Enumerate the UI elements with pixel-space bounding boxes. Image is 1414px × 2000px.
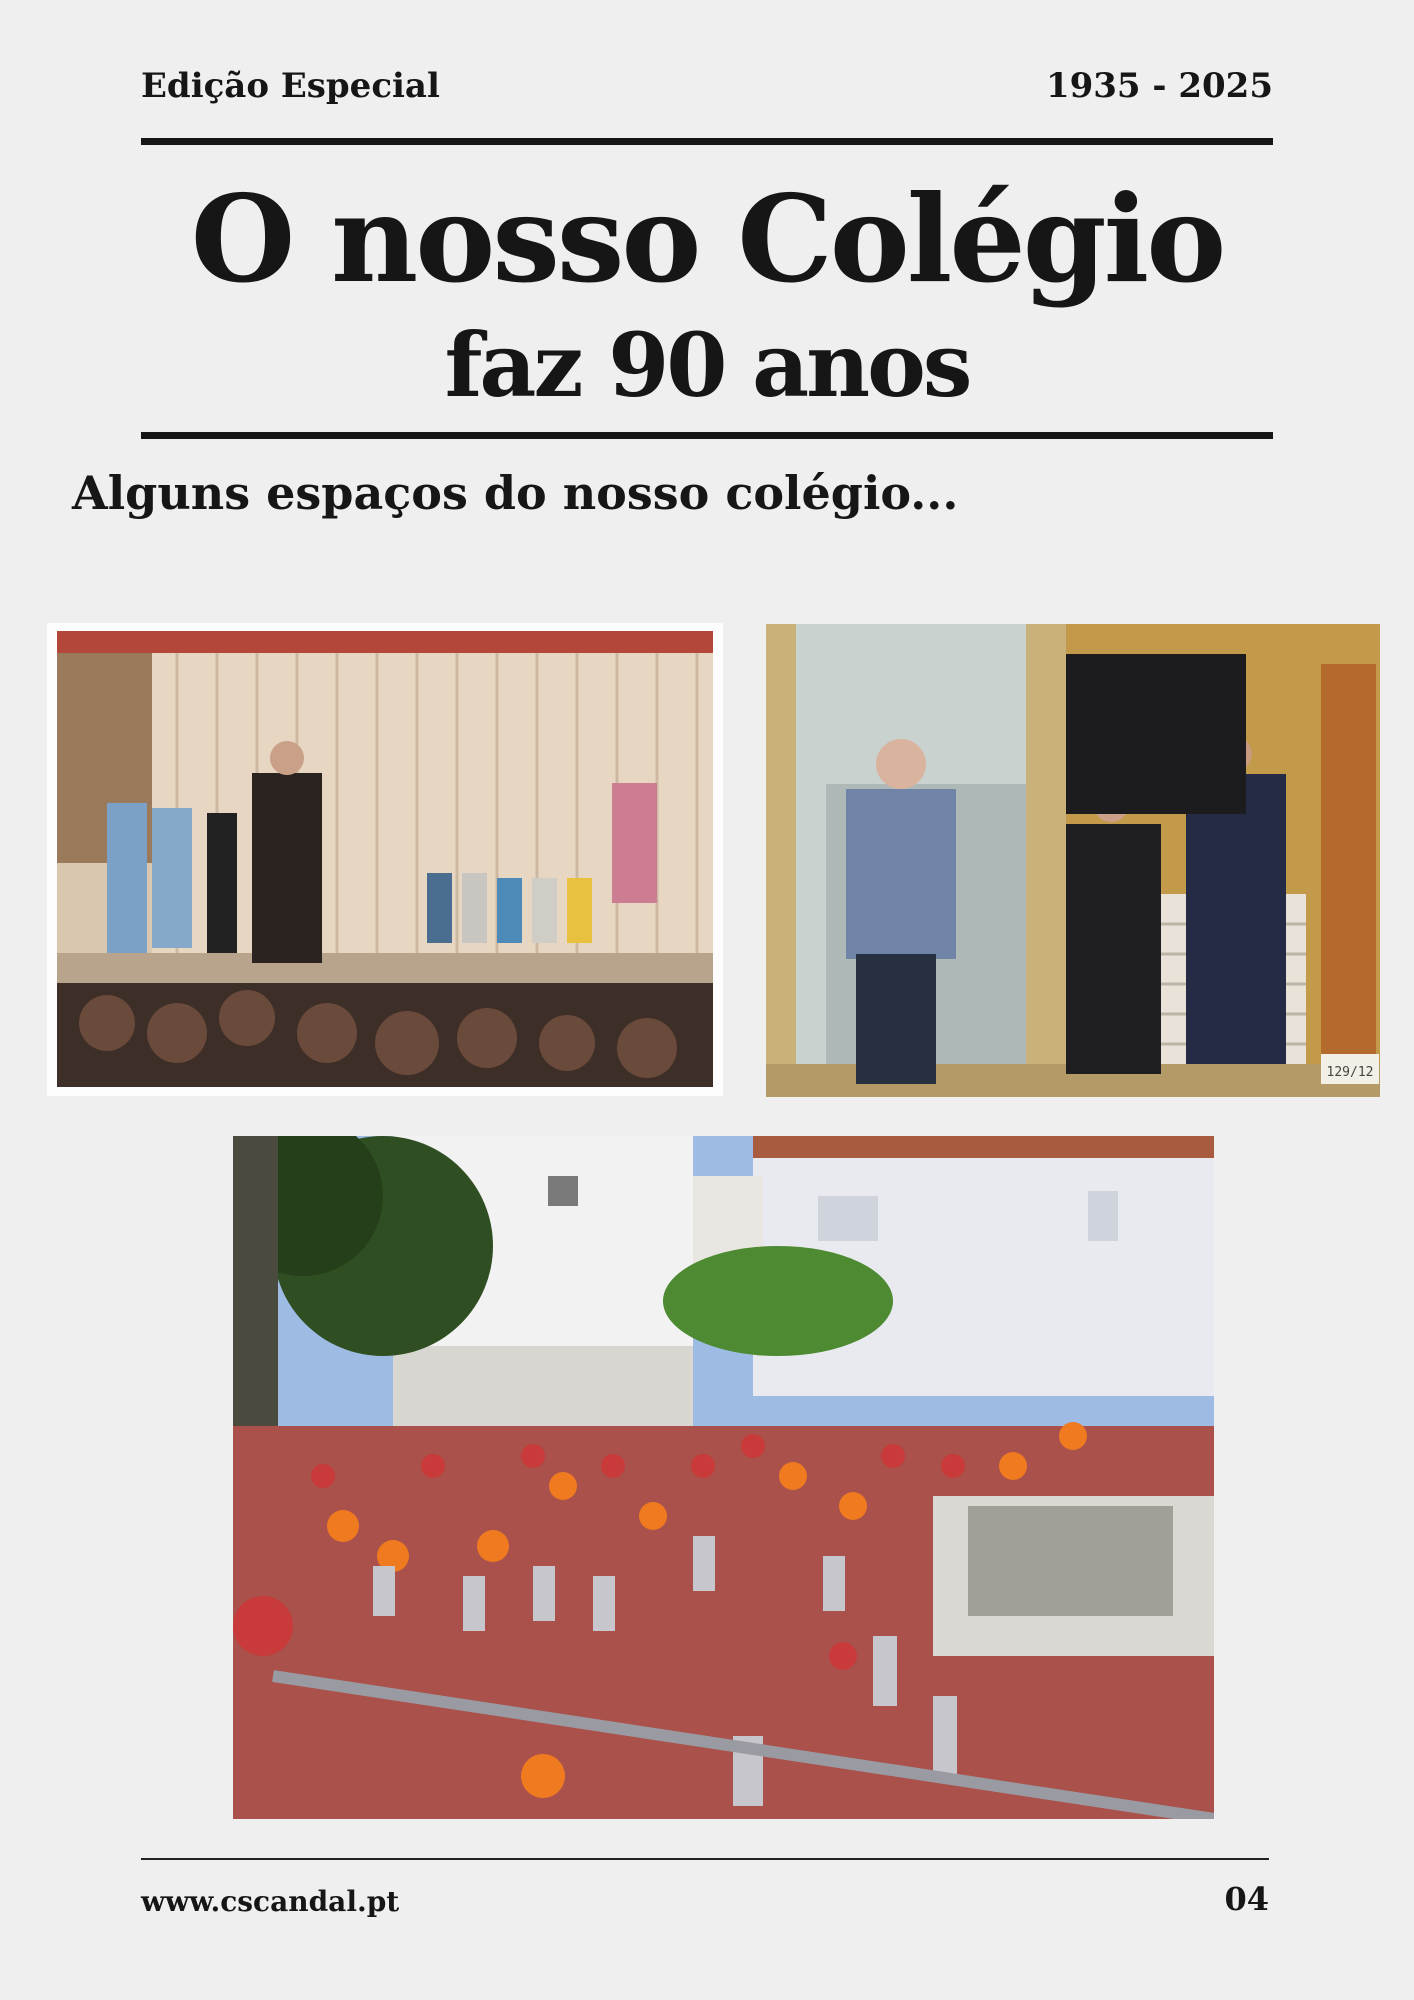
headline-rule: [141, 432, 1273, 439]
photo-catalog-label: 129/12: [1326, 1065, 1374, 1080]
headline-line-1: O nosso Colégio: [190, 169, 1224, 310]
section-title: Alguns espaços do nosso colégio...: [72, 466, 959, 520]
courtyard-children-photo: [233, 1136, 1214, 1819]
stage-performance-photo: [47, 623, 723, 1096]
website-link[interactable]: www.cscandal.pt: [141, 1885, 400, 1918]
staircase-visit-photo: [766, 624, 1380, 1097]
headline-line-2: faz 90 anos: [444, 313, 970, 417]
footer-rule: [141, 1858, 1269, 1860]
page-number: 04: [1224, 1880, 1269, 1918]
edition-label: Edição Especial: [141, 66, 440, 106]
years-label: 1935 - 2025: [1045, 66, 1273, 106]
top-rule: [141, 138, 1273, 145]
